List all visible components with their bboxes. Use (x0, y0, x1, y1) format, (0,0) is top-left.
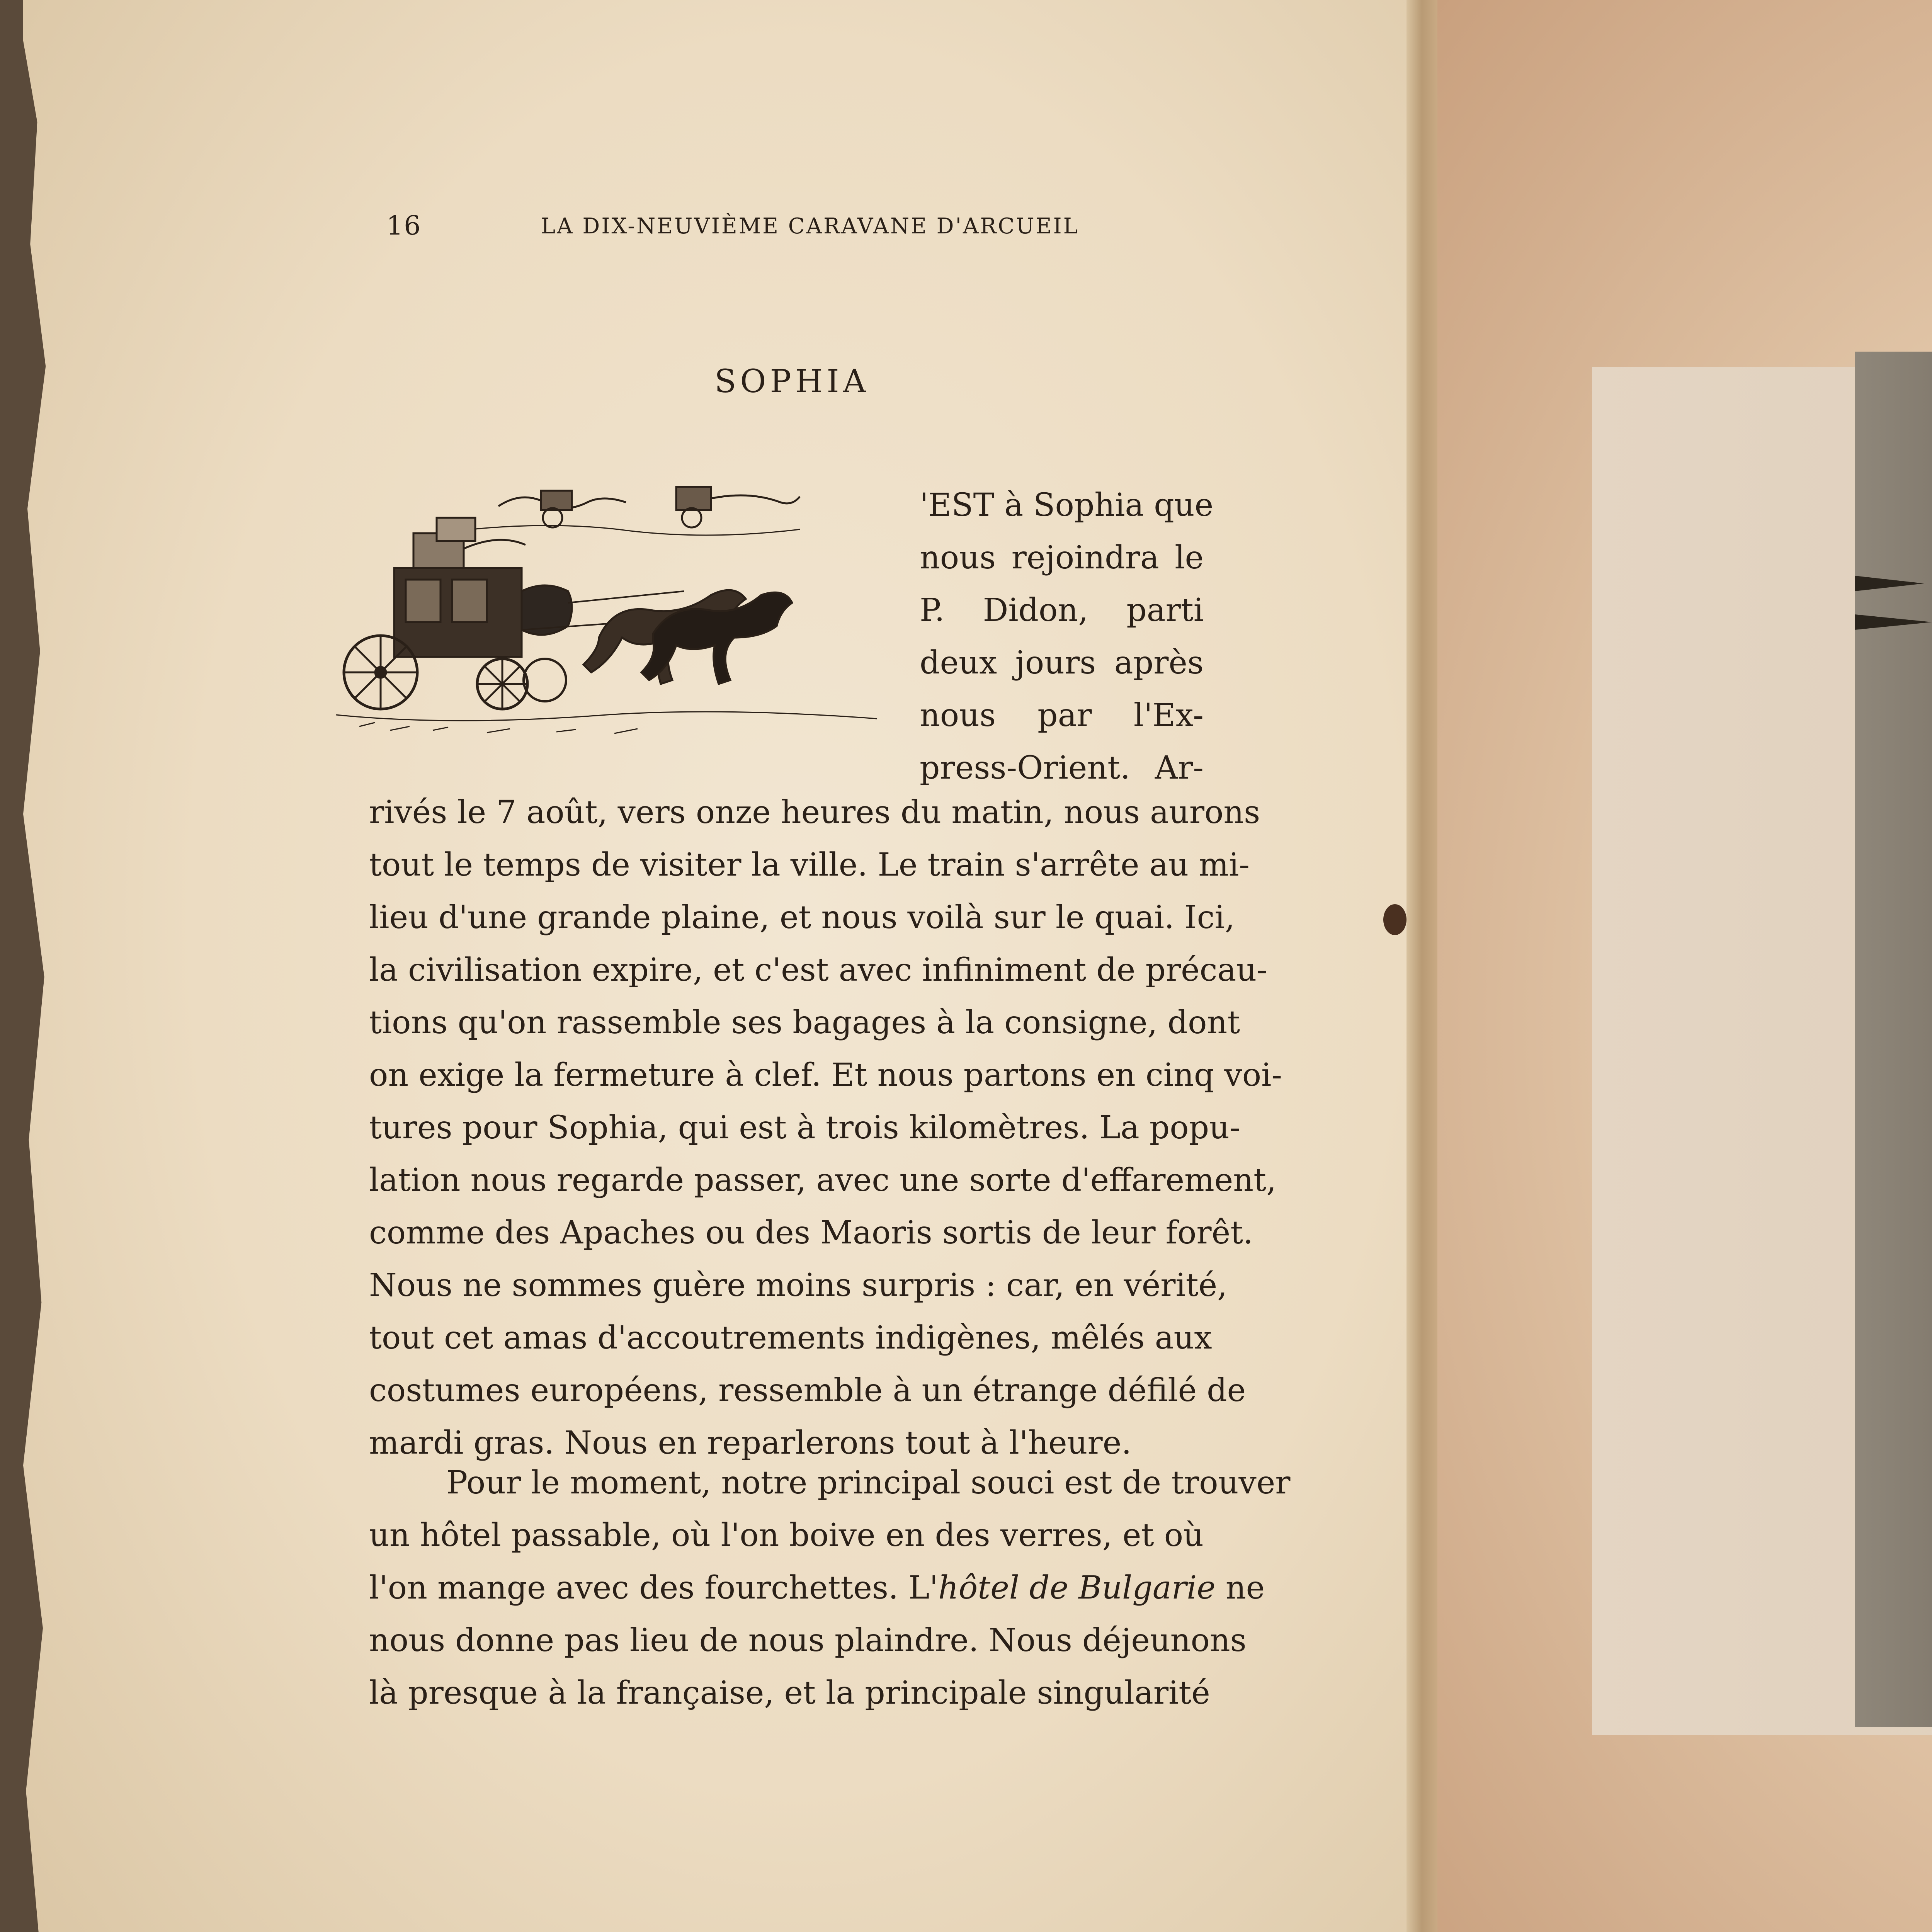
wrapped-line: 'EST à Sophia que (920, 487, 1214, 524)
running-head (386, 211, 1121, 245)
budapest-photograph (1855, 352, 1932, 1727)
body-line: rivés le 7 août, vers onze heures du matin, nous aurons (369, 794, 1260, 831)
wrapped-line: deux jours après (920, 645, 1204, 681)
gutter (1406, 0, 1437, 1932)
text-run: ne (1215, 1570, 1265, 1606)
body-line: mardi gras. Nous en reparlerons tout à l'heure. (369, 1425, 1132, 1461)
body-line: Nous ne sommes guère moins surpris : car, en vérité, (369, 1267, 1228, 1304)
body-line: comme des Apaches ou des Maoris sortis de leur forêt. (369, 1214, 1253, 1251)
ink-stain (1383, 904, 1406, 935)
body-line: tout le temps de visiter la ville. Le train s'arrête au mi- (369, 847, 1250, 883)
body-line: on exige la fermeture à clef. Et nous partons en cinq voi- (369, 1057, 1282, 1094)
page-number: 16 (386, 211, 422, 241)
body-line: lieu d'une grande plaine, et nous voilà sur le quai. Ici, (369, 899, 1235, 936)
body-line: un hôtel passable, où l'on boive en des verres, et où (369, 1517, 1204, 1554)
body-line: la civilisation expire, et c'est avec infiniment de précau- (369, 952, 1267, 988)
body-line: nous donne pas lieu de nous plaindre. Nous déjeunons (369, 1622, 1247, 1659)
wrapped-line: press-Orient. Ar- (920, 750, 1204, 786)
photo-image (1855, 352, 1932, 1727)
wrapped-line: P. Didon, parti (920, 592, 1204, 629)
body-line: tions qu'on rassemble ses bagages à la consigne, dont (369, 1004, 1240, 1041)
body-line: là presque à la française, et la principale singularité (369, 1675, 1210, 1711)
body-line: tout cet amas d'accoutrements indigènes, mêlés aux (369, 1320, 1212, 1356)
running-title: LA DIX-NEUVIÈME CARAVANE D'ARCUEIL (541, 214, 1079, 239)
body-line: tures pour Sophia, qui est à trois kilomètres. La popu- (369, 1109, 1240, 1146)
body-line (369, 1562, 1265, 1614)
wrapped-line: nous rejoindra le (920, 539, 1204, 576)
wrapped-line: nous par l'Ex- (920, 697, 1204, 734)
chapter-title: SOPHIA (714, 363, 870, 400)
body-line: costumes européens, ressemble à un étrange défilé de (369, 1372, 1246, 1409)
stagecoach-engraving (336, 475, 885, 746)
body-line: lation nous regarde passer, avec une sorte d'effarement, (369, 1162, 1277, 1199)
hotel-name: hôtel de Bulgarie (938, 1570, 1216, 1606)
wrapped-text (920, 479, 1214, 794)
paragraph-2 (369, 1457, 1291, 1719)
text-run: l'on mange avec des fourchettes. L' (369, 1570, 939, 1606)
paragraph-1 (369, 786, 1282, 1469)
body-line: Pour le moment, notre principal souci est de trouver (446, 1464, 1291, 1501)
